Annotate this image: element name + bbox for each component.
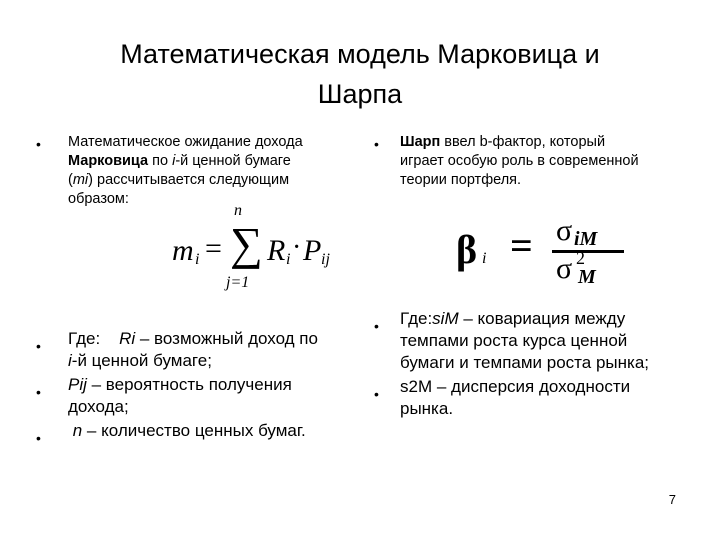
ri-desc: -й ценной бумаге; — [71, 351, 212, 370]
bullet-icon: • — [36, 384, 41, 400]
s2m-symbol: s2M — [400, 377, 433, 396]
sharpe-name: Шарп — [400, 134, 441, 150]
beta-sub: i — [482, 250, 487, 267]
slide-title — [40, 34, 680, 114]
intro-text: образом: — [68, 191, 129, 207]
bullet-icon: • — [374, 318, 379, 334]
formula-equals: = — [510, 223, 533, 268]
pij-definition — [68, 374, 368, 418]
bullet-icon: • — [36, 338, 41, 354]
bullet-icon: • — [374, 386, 379, 402]
intro-text: по — [148, 153, 173, 169]
beta-icon: β — [456, 227, 478, 272]
formula-p-sub: ij — [321, 251, 330, 268]
sigma-den-sub: M — [578, 266, 596, 288]
sigma-num: σ — [556, 214, 573, 247]
sim-desc: – ковариация между — [458, 309, 626, 328]
s2m-definition — [400, 376, 690, 420]
intro-text: ( — [68, 172, 73, 188]
where-label: Где: — [68, 329, 101, 348]
formula-dot: · — [292, 232, 302, 263]
formula-r-sub: i — [286, 251, 291, 268]
formula-p: P — [303, 234, 322, 267]
sim-desc: бумаги и темпами роста рынка; — [400, 353, 649, 372]
sigma-num-sub: iM — [574, 228, 598, 250]
formula-equals: = — [205, 232, 222, 265]
intro-text: ввел b-фактор, который — [440, 134, 606, 150]
intro-italic: i — [172, 153, 176, 169]
s2m-desc: рынка. — [400, 399, 454, 418]
pij-symbol: Pij — [68, 375, 87, 394]
sim-symbol: siM — [432, 309, 459, 328]
page-number: 7 — [668, 492, 676, 507]
bullet-icon: • — [36, 430, 41, 446]
formula-upper: n — [234, 202, 242, 219]
pij-desc: – вероятность получения — [86, 375, 292, 394]
intro-text: -й ценной бумаге — [175, 153, 291, 169]
bullet-icon: • — [36, 136, 41, 152]
markowitz-intro — [68, 133, 368, 209]
formula-m: m — [172, 234, 194, 267]
ri-italic: i — [68, 351, 72, 370]
s2m-desc: – дисперсия доходности — [432, 377, 631, 396]
sigma-den: σ — [556, 252, 573, 285]
intro-italic: mi — [72, 172, 89, 188]
ri-symbol: Ri — [119, 329, 136, 348]
intro-text: теории портфеля. — [400, 172, 522, 188]
formula-r: R — [267, 234, 286, 267]
sum-icon: ∑ — [230, 218, 263, 269]
pij-desc: дохода; — [68, 397, 129, 416]
n-desc: – количество ценных бумаг. — [82, 421, 306, 440]
markowitz-formula — [172, 202, 332, 294]
intro-text: ) рассчитывается следующим — [88, 172, 290, 188]
formula-m-sub: i — [195, 251, 200, 268]
markowitz-name: Марковица — [68, 153, 149, 169]
intro-text: играет особую роль в современной — [400, 153, 639, 169]
formula-lower: j=1 — [226, 274, 250, 291]
bullet-icon: • — [374, 136, 379, 152]
title-line-1: Математическая модель Марковица и — [120, 39, 600, 69]
sharpe-intro — [400, 133, 680, 190]
title-line-2: Шарпа — [317, 79, 403, 109]
n-symbol: n — [72, 421, 83, 440]
where-label: Где: — [400, 309, 433, 328]
sim-desc: темпами роста курса ценной — [400, 331, 628, 350]
sigma-den-sup: 2 — [576, 248, 585, 268]
n-definition — [68, 420, 368, 442]
sim-definition — [400, 308, 690, 374]
intro-text: Математическое ожидание дохода — [68, 134, 303, 150]
sharpe-formula — [456, 212, 636, 292]
ri-definition — [68, 328, 368, 372]
ri-desc: – возможный доход по — [135, 329, 318, 348]
